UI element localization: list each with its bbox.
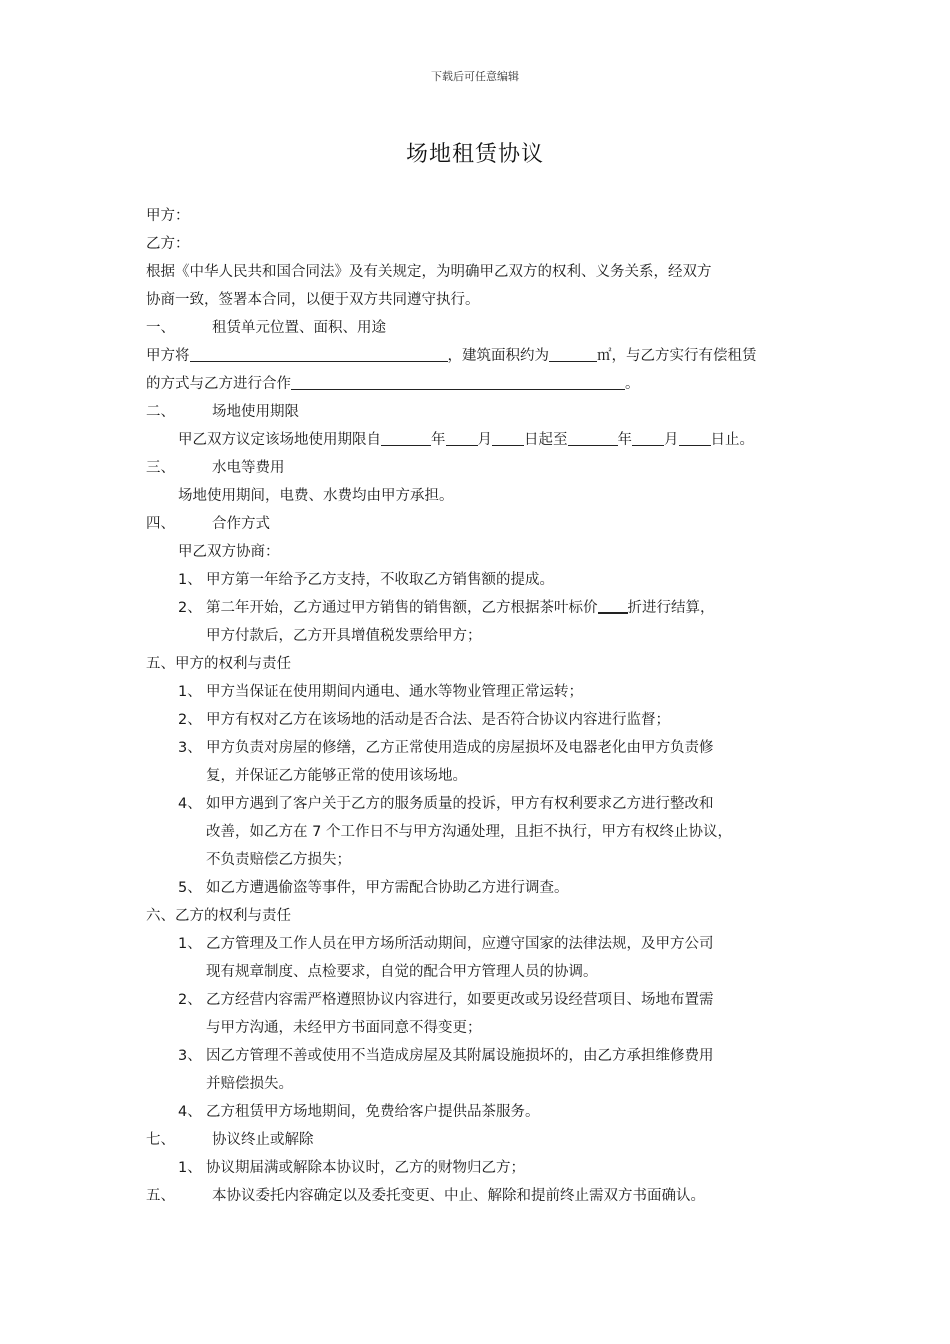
item-text: 甲方当保证在使用期间内通电、通水等物业管理正常运转；: [206, 684, 583, 700]
clause-text: 甲方将: [146, 348, 190, 364]
item-text: 乙方经营内容需严格遵照协议内容进行，如要更改或另设经营项目、场地布置需: [206, 992, 714, 1008]
section-number: 三、: [146, 460, 175, 476]
clause-text: ，建筑面积约为: [447, 348, 549, 364]
party-a-label: 甲方：: [146, 208, 190, 224]
list-item-continuation: 与甲方沟通，未经甲方书面同意不得变更；: [206, 1020, 482, 1036]
list-item: [178, 1102, 540, 1122]
list-item: [178, 710, 670, 730]
section-number: 七、: [146, 1132, 175, 1148]
item-text: 如乙方遭遇偷盗等事件，甲方需配合协助乙方进行调查。: [206, 880, 569, 896]
section-1-line-1: [146, 346, 757, 366]
clause-text: 本协议委托内容确定以及委托变更、中止、解除和提前终止需双方书面确认。: [212, 1188, 705, 1204]
section-2-text: [178, 430, 754, 450]
fill-blank-start-year: [381, 431, 431, 446]
item-text: 折进行结算，: [627, 600, 715, 616]
item-number: 3、: [178, 740, 202, 756]
fill-blank-start-day: [492, 431, 524, 446]
clause-text: 日起至: [524, 432, 568, 448]
section-3-heading: [146, 458, 285, 478]
item-number: 3、: [178, 1048, 202, 1064]
item-text: 如甲方遇到了客户关于乙方的服务质量的投诉，甲方有权利要求乙方进行整改和: [206, 796, 714, 812]
list-item-continuation: 复，并保证乙方能够正常的使用该场地。: [206, 768, 467, 784]
list-item: [178, 990, 714, 1010]
item-number: 1、: [178, 1160, 202, 1176]
list-item: [178, 1046, 714, 1066]
header-note: 下载后可任意编辑: [431, 70, 519, 83]
clause-text: 甲乙双方议定该场地使用期限自: [178, 432, 381, 448]
fill-blank-start-month: [446, 431, 478, 446]
section-5-heading: 五、甲方的权利与责任: [146, 656, 291, 672]
list-item: [178, 598, 715, 618]
item-number: 4、: [178, 796, 202, 812]
section-2-heading: [146, 402, 299, 422]
section-3-text: 场地使用期间，电费、水费均由甲方承担。: [178, 488, 454, 504]
item-number: 2、: [178, 600, 202, 616]
section-number: 五、: [146, 1188, 175, 1204]
list-item: [178, 682, 583, 702]
clause-text: 。: [625, 376, 640, 392]
section-number: 二、: [146, 404, 175, 420]
section-number: 四、: [146, 516, 175, 532]
list-item-continuation: 甲方付款后，乙方开具增值税发票给甲方；: [206, 628, 482, 644]
fill-blank-discount: [598, 598, 628, 614]
item-number: 2、: [178, 992, 202, 1008]
year-label: 年: [431, 432, 446, 448]
fill-blank-end-month: [632, 431, 664, 446]
item-text: 第二年开始，乙方通过甲方销售的销售额，乙方根据茶叶标价: [206, 600, 598, 616]
item-text: 乙方管理及工作人员在甲方场所活动期间，应遵守国家的法律法规，及甲方公司: [206, 936, 714, 952]
party-b-label: 乙方：: [146, 236, 190, 252]
clause-text: 日止。: [710, 432, 754, 448]
list-item-continuation: 不负责赔偿乙方损失；: [206, 852, 351, 868]
section-title: 场地使用期限: [212, 404, 299, 420]
fill-blank-purpose: [291, 375, 625, 390]
section-4-heading: [146, 514, 270, 534]
section-1-line-2: [146, 374, 640, 394]
section-1-heading: [146, 318, 386, 338]
fill-blank-end-year: [568, 431, 618, 446]
year-label: 年: [617, 432, 632, 448]
item-text: 协议期届满或解除本协议时，乙方的财物归乙方；: [206, 1160, 525, 1176]
item-number: 5、: [178, 880, 202, 896]
list-item: [178, 878, 569, 898]
clause-text: 的方式与乙方进行合作: [146, 376, 291, 392]
month-label: 月: [664, 432, 679, 448]
section-title: 合作方式: [212, 516, 270, 532]
preamble-line-2: 协商一致，签署本合同，以便于双方共同遵守执行。: [146, 292, 480, 308]
item-number: 1、: [178, 572, 202, 588]
list-item: [178, 794, 714, 814]
fill-blank-end-day: [679, 431, 711, 446]
document-title: 场地租赁协议: [405, 142, 544, 167]
month-label: 月: [477, 432, 492, 448]
item-text: 甲方有权对乙方在该场地的活动是否合法、是否符合协议内容进行监督；: [206, 712, 670, 728]
clause-text: ㎡，与乙方实行有偿租赁: [597, 348, 757, 364]
list-item: [178, 570, 554, 590]
fill-blank-location: [190, 347, 448, 362]
preamble-line-1: 根据《中华人民共和国合同法》及有关规定，为明确甲乙双方的权利、义务关系，经双方: [146, 264, 712, 280]
item-text: 甲方第一年给予乙方支持，不收取乙方销售额的提成。: [206, 572, 554, 588]
final-clause: [146, 1186, 705, 1206]
item-number: 2、: [178, 712, 202, 728]
list-item: [178, 1158, 525, 1178]
item-number: 4、: [178, 1104, 202, 1120]
section-7-heading: [146, 1130, 314, 1150]
section-title: 协议终止或解除: [212, 1132, 314, 1148]
item-text: 因乙方管理不善或使用不当造成房屋及其附属设施损坏的，由乙方承担维修费用: [206, 1048, 714, 1064]
section-number: 一、: [146, 320, 175, 336]
fill-blank-area: [549, 347, 597, 362]
section-4-intro: 甲乙双方协商：: [178, 544, 280, 560]
item-text: 甲方负责对房屋的修缮，乙方正常使用造成的房屋损坏及电器老化由甲方负责修: [206, 740, 714, 756]
list-item: [178, 738, 714, 758]
item-number: 1、: [178, 684, 202, 700]
section-title: 水电等费用: [212, 460, 285, 476]
list-item-continuation: 现有规章制度、点检要求，自觉的配合甲方管理人员的协调。: [206, 964, 598, 980]
list-item: [178, 934, 714, 954]
item-number: 1、: [178, 936, 202, 952]
list-item-continuation: 并赔偿损失。: [206, 1076, 293, 1092]
section-6-heading: 六、乙方的权利与责任: [146, 908, 291, 924]
list-item-continuation: 改善，如乙方在 7 个工作日不与甲方沟通处理，且拒不执行，甲方有权终止协议，: [206, 824, 732, 840]
section-title: 租赁单元位置、面积、用途: [212, 320, 386, 336]
item-text: 乙方租赁甲方场地期间，免费给客户提供品茶服务。: [206, 1104, 540, 1120]
